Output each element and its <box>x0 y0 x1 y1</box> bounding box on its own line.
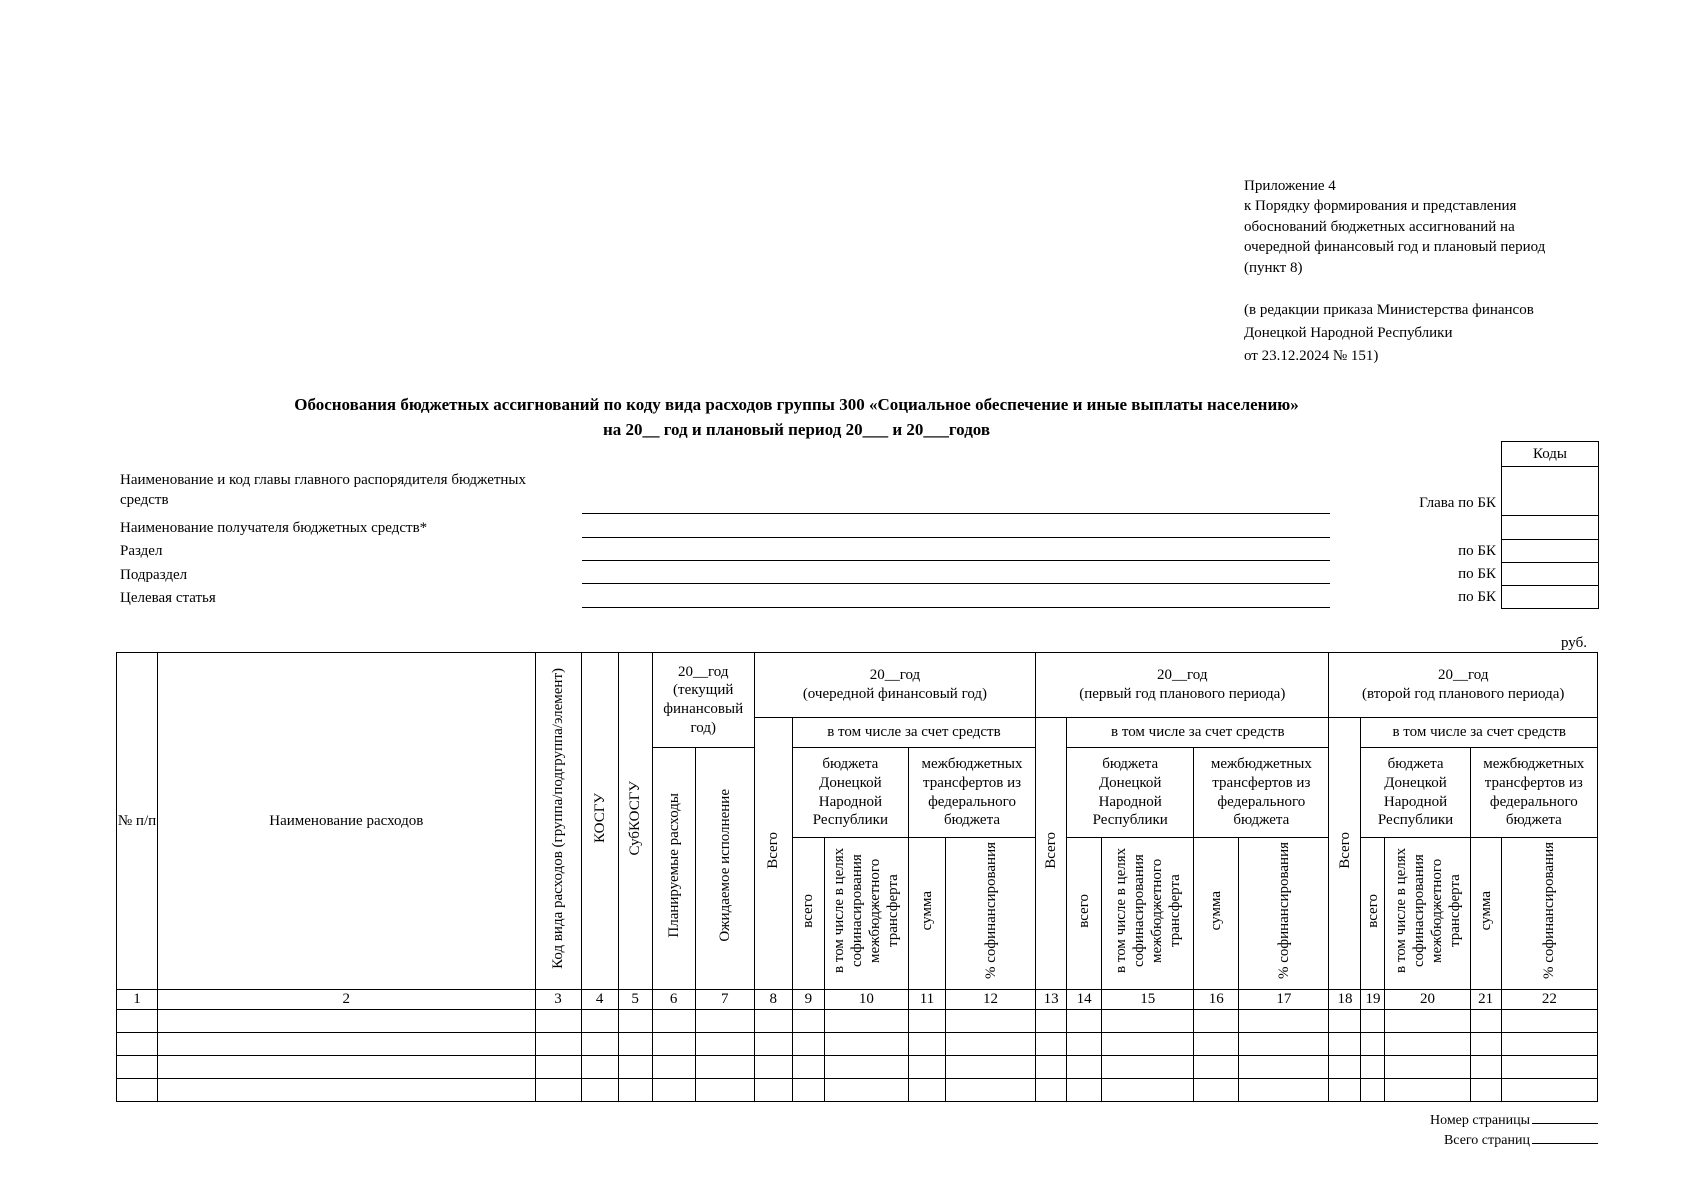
col-number: 10 <box>824 989 908 1009</box>
th-year1 <box>754 653 1035 718</box>
th-total-text: Всего <box>1336 832 1353 869</box>
th-subkosgu-text: СубКОСГУ <box>627 780 644 856</box>
th-sub-pct <box>1501 838 1597 990</box>
glava-label-1: Наименование и код главы главного распорядителя бюджетных <box>120 472 527 488</box>
th-sub-cofin <box>1102 838 1194 990</box>
code-cell-glava[interactable] <box>1502 467 1598 516</box>
th-sub-pct-text: % софинансирования <box>982 841 999 980</box>
appendix-line: очередной финансовый год и плановый период <box>1244 239 1546 256</box>
col-number: 11 <box>908 989 945 1009</box>
col-number: 3 <box>535 989 581 1009</box>
th-sub-cofin <box>1385 838 1470 990</box>
th-sub-sum <box>1470 838 1501 990</box>
col-number: 12 <box>945 989 1035 1009</box>
th-sub-sum <box>1194 838 1239 990</box>
column-numbers-row <box>117 989 1598 1009</box>
th-year2-transfers: межбюджетных трансфертов из федерального бюджета <box>1194 748 1329 838</box>
th-sub-pct-text: % софинансирования <box>1275 841 1292 980</box>
th-total-text: Всего <box>1043 832 1060 869</box>
codes-box <box>1501 441 1599 609</box>
col-number: 8 <box>754 989 792 1009</box>
th-subkosgu <box>618 653 652 990</box>
th-sub-total-text: всего <box>800 893 817 928</box>
col-number: 15 <box>1102 989 1194 1009</box>
col-number: 5 <box>618 989 652 1009</box>
th-year1-total <box>754 718 792 990</box>
currency-label: руб. <box>1561 635 1587 651</box>
table-row[interactable] <box>117 1032 1598 1055</box>
th-year3-including: в том числе за счет средств <box>1361 718 1598 748</box>
page-number-field <box>1380 1112 1598 1129</box>
th-year2-including: в том числе за счет средств <box>1067 718 1329 748</box>
th-sub-total <box>1067 838 1102 990</box>
edition-line: от 23.12.2024 № 151) <box>1244 347 1379 364</box>
th-sub-total <box>1361 838 1385 990</box>
appendix-block <box>1244 176 1644 368</box>
th-sub-pct <box>1239 838 1329 990</box>
th-planned <box>652 748 695 990</box>
th-kosgu <box>581 653 618 990</box>
th-expected <box>695 748 754 990</box>
appendix-line: обоснований бюджетных ассигнований на <box>1244 218 1515 235</box>
code-cell-subsection[interactable] <box>1502 563 1598 586</box>
th-expected-text: Ожидаемое исполнение <box>716 789 733 942</box>
col-number: 7 <box>695 989 754 1009</box>
recipient-label: Наименование получателя бюджетных средств* <box>120 520 428 536</box>
total-pages-label: Всего страниц <box>1443 1133 1530 1148</box>
th-year3-transfers: межбюджетных трансфертов из федерального бюджета <box>1470 748 1597 838</box>
th-year3-total <box>1329 718 1361 990</box>
th-kosgu-text: КОСГУ <box>591 793 608 843</box>
th-sub-total <box>792 838 824 990</box>
section-fill-line[interactable] <box>582 560 1330 561</box>
col-number: 19 <box>1361 989 1385 1009</box>
th-year1-including: в том числе за счет средств <box>792 718 1035 748</box>
th-sub-cofin-text: в том числе в целях софинасирования межбюджетного трансферта <box>1112 847 1183 974</box>
th-year2-total <box>1036 718 1067 990</box>
target-label: Целевая статья <box>120 590 216 606</box>
edition-line: Донецкой Народной Республики <box>1244 324 1453 341</box>
title-line-1: Обоснования бюджетных ассигнований по коду вида расходов группы 300 «Социальное обеспечение и иные выплаты населению» <box>294 395 1299 414</box>
code-cell-target[interactable] <box>1502 586 1598 609</box>
th-year1-a: 20__год <box>869 667 921 684</box>
col-number: 22 <box>1501 989 1597 1009</box>
th-kvr <box>535 653 581 990</box>
total-pages-line[interactable] <box>1532 1132 1598 1144</box>
section-label: Раздел <box>120 543 163 559</box>
th-year1-b: (очередной финансовый год) <box>802 686 988 702</box>
title-line-2: на 20__ год и плановый период 20___ и 20___годов <box>602 420 991 439</box>
th-sub-total-text: всего <box>1364 893 1381 928</box>
th-year2-b: (первый год планового периода) <box>1079 686 1286 702</box>
th-year3-b: (второй год планового периода) <box>1362 686 1565 702</box>
col-number: 13 <box>1036 989 1067 1009</box>
total-pages-field <box>1380 1132 1598 1149</box>
th-sub-sum <box>908 838 945 990</box>
table-row[interactable] <box>117 1078 1598 1101</box>
document-title <box>120 392 1473 442</box>
glava-bk-label: Глава по БК <box>1419 495 1496 511</box>
table-row[interactable] <box>117 1055 1598 1078</box>
th-total-text: Всего <box>765 832 782 869</box>
th-sub-sum-text: сумма <box>1208 890 1225 931</box>
th-sub-pct <box>945 838 1035 990</box>
th-year1-budget: бюджета Донецкой Народной Республики <box>792 748 908 838</box>
section-bk-label: по БК <box>1458 543 1496 559</box>
th-num: № п/п <box>117 653 158 990</box>
page-number-line[interactable] <box>1532 1112 1598 1124</box>
th-year1-transfers: межбюджетных трансфертов из федерального бюджета <box>908 748 1035 838</box>
th-year3 <box>1329 653 1598 718</box>
appendix-line: к Порядку формирования и представления <box>1244 198 1517 215</box>
glava-label-2: средств <box>120 492 169 508</box>
th-name: Наименование расходов <box>158 653 535 990</box>
th-planned-text: Планируемые расходы <box>665 793 682 938</box>
th-kvr-text: Код вида расходов (группа/подгруппа/элемент) <box>550 667 567 969</box>
col-number: 17 <box>1239 989 1329 1009</box>
page-number-label: Номер страницы <box>1429 1113 1530 1128</box>
code-cell-recipient[interactable] <box>1502 516 1598 540</box>
th-year2 <box>1036 653 1329 718</box>
edition-line: (в редакции приказа Министерства финансов <box>1244 301 1534 318</box>
th-year3-budget: бюджета Донецкой Народной Республики <box>1361 748 1470 838</box>
th-sub-pct-text: % софинансирования <box>1541 841 1558 980</box>
th-current-year: 20__год (текущий финансовый год) <box>652 653 754 748</box>
col-number: 2 <box>158 989 535 1009</box>
subsection-bk-label: по БК <box>1458 566 1496 582</box>
col-number: 18 <box>1329 989 1361 1009</box>
col-number: 4 <box>581 989 618 1009</box>
subsection-fill-line[interactable] <box>582 583 1330 584</box>
th-sub-cofin <box>824 838 908 990</box>
th-year2-budget: бюджета Донецкой Народной Республики <box>1067 748 1194 838</box>
target-fill-line[interactable] <box>582 607 1330 608</box>
codes-title: Коды <box>1502 442 1598 467</box>
col-number: 1 <box>117 989 158 1009</box>
col-number: 14 <box>1067 989 1102 1009</box>
th-year3-a: 20__год <box>1437 667 1489 684</box>
appendix-line: (пункт 8) <box>1244 259 1303 276</box>
code-cell-section[interactable] <box>1502 540 1598 563</box>
col-number: 21 <box>1470 989 1501 1009</box>
col-number: 16 <box>1194 989 1239 1009</box>
table-row[interactable] <box>117 1009 1598 1032</box>
appendix-line: Приложение 4 <box>1244 178 1336 194</box>
glava-fill-line[interactable] <box>582 513 1330 514</box>
col-number: 9 <box>792 989 824 1009</box>
th-sub-total-text: всего <box>1076 893 1093 928</box>
col-number: 6 <box>652 989 695 1009</box>
expenses-table <box>116 652 1598 1102</box>
target-bk-label: по БК <box>1458 589 1496 605</box>
subsection-label: Подраздел <box>120 567 188 583</box>
th-sub-cofin-text: в том числе в целях софинасирования межбюджетного трансферта <box>1392 847 1463 974</box>
th-year2-a: 20__год <box>1157 667 1208 684</box>
recipient-fill-line[interactable] <box>582 537 1330 538</box>
th-sub-sum-text: сумма <box>918 890 935 931</box>
th-sub-sum-text: сумма <box>1477 890 1494 931</box>
th-sub-cofin-text: в том числе в целях софинасирования межбюджетного трансферта <box>831 847 902 974</box>
col-number: 20 <box>1385 989 1470 1009</box>
